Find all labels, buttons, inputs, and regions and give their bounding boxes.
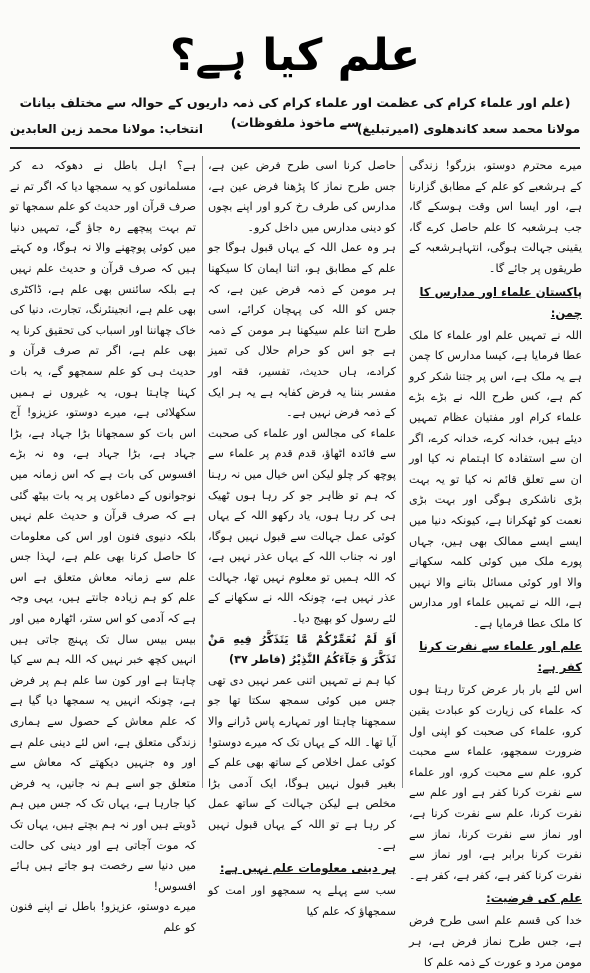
header-divider [10, 147, 580, 149]
section-heading: علم کی فرضیت: [486, 891, 582, 906]
section-heading: ہر دینی معلومات علم نہیں ہے: [219, 861, 396, 876]
paragraph: اس لئے بار بار عرض کرتا رہتا ہوں کہ علماء کی زیارت کو عبادت یقین کرو، علماء کی صحبت کو اپنی اول ضرورت سمجھو، علماء سے محبت کرو، علم سے محبت کرو، اور علماء سے نفرت کرنا کفر ہے اور علم سے نفرت کرنا، علم سے نفرت کرنا ہے، اور نماز سے نفرت کرنا، نماز سے نفرت کرنا برابر ہے، اور نماز سے نفرت کرنا کفر ہے، کفر ہے، کفر ہے۔ [409, 683, 582, 882]
column-middle [208, 156, 396, 918]
column-divider [202, 156, 203, 788]
column-left [10, 156, 196, 934]
column-divider [402, 156, 403, 788]
paragraph: کیا ہم نے تمہیں اتنی عمر نہیں دی تھی جس میں کوئی سمجھ سکتا تھا جو سمجھنا چاہتا اور تمہارے پاس ڈرانے والا آیا تھا۔ اللہ کے یہاں تک کہ میرے دوستو! کوئی عمل اخلاص کے ساتھ بھی علم کے بغیر قبول نہیں ہوگا، ایک آدمی بڑا مخلص ہے لیکن جہالت کے ساتھ عمل کر رہا ہے تو اللہ کے یہاں قبول نہیں ہے۔ [208, 673, 396, 852]
column-right [409, 156, 582, 969]
paragraph: علماء کی مجالس اور علماء کی صحبت سے فائدہ اٹھاؤ، قدم قدم پر علماء سے پوچھ کر چلو لیکن اس خیال میں نہ رہنا کہ ہم تو ظاہر جو کر رہا ہوں ٹھیک ہی کر رہا ہوں، یاد رکھو اللہ کے یہاں کوئی عمل جہالت سے قبول نہیں ہوگا، اور نہ جناب اللہ کے یہاں عذر نہیں ہے، کہ اللہ ہمیں تو معلوم نہیں تھا، جہالت عذر نہیں ہے، چونکہ اللہ نے سکھانے کے لئے رسول کو بھیج دیا۔ [208, 426, 396, 626]
paragraph: اللہ نے تمہیں علم اور علماء کا ملک عطا فرمایا ہے، کیسا مدارس کا چمن ہے یہ ملک ہے، اس پر جتنا شکر کرو کم ہے، کس طرح اللہ نے بڑے بڑے علماء کرام اور مفتیان عظام تمہیں دیئے ہیں، خدانہ کرے، خدانہ کرے، اگر ان سے استفادہ کا اہتمام نہ کیا اور ان سے تعلق قائم نہ کیا تو یہ بہت بڑی ناشکری ہوگی اور بہت بڑی نعمت کو ٹھکرانا ہے، کیونکہ دنیا میں ایسے ایسے ممالک بھی ہیں، جہاں پورے ملک میں کوئی کلمہ سکھانے والا اور کوئی مسائل بتانے والا نہیں ہے، اللہ نے تمہیں علماء اور مدارس کا ملک عطا فرمایا ہے۔ [409, 328, 582, 630]
paragraph: میرے محترم دوستو، بزرگو! زندگی کے ہرشعبے کو علم کے مطابق گزارنا ہے، اور ایسا اس وقت ہوسکے گا، جب ہرشعبہ کا علم حاصل کرے گا، یقینی جہالت ہوگی، انتہاہرشعبہ کے طریقوں پر جائے گا۔ [409, 159, 582, 275]
author-name: مولانا محمد سعد کاندھلوی (امیرتبلیغ) [356, 122, 580, 136]
quran-verse: اَوَ لَمْ نُعَمِّرْكُمْ مَّا يَتَذَكَّرُ فِيهِ مَنْ تَذَكَّرَ وَ جَآءَكُمُ النَّذِيْرُ (فاطر ۳۷) [208, 632, 396, 667]
paragraph: حاصل کرنا اسی طرح فرض عین ہے، جس طرح نماز کا پڑھنا فرض عین ہے، مدارس کی طرف رخ کرو اور اپنے بچوں کو دینی مدارس میں داخل کرو۔ [208, 159, 396, 234]
byline [10, 122, 580, 144]
paragraph: ہر وہ عمل اللہ کے یہاں قبول ہوگا جو علم کے مطابق ہو، اتنا ایمان کا سیکھنا ہر مومن کے ذمہ فرض عین ہے، کہ جس کو اللہ کی پہچان کرائے، اسی طرح اتنا علم سیکھنا ہر مومن کے ذمہ ہے جو اس کو حرام حلال کی تمیز کرادے، ہاں حدیث، تفسیر، فقہ اور مفسر بننا یہ فرض کفایہ ہے یہ ہر ایک کے ذمہ فرض نہیں ہے۔ [208, 241, 396, 420]
article-title: علم کیا ہے؟ [169, 30, 421, 81]
article-subtitle: (علم اور علماء کرام کی عظمت اور علماء کرام کی ذمہ داریوں کے حوالہ سے مختلف بیانات سے ماخوذ ملفوظات) [19, 95, 571, 130]
paragraph: میرے دوستو، عزیزو! باطل نے اپنے فنون کو علم [10, 900, 196, 934]
paragraph: ہے؟ اہل باطل نے دھوکہ دے کر مسلمانوں کو یہ سمجھا دیا کہ اگر تم نے صرف قرآن اور حدیث کو علم سمجھا تو تم بہت پیچھے رہ جاؤ گے، تمہیں دنیا میں کوئی پوچھنے والا نہ ہوگا، وہ کہتے ہیں کہ صرف قرآن و حدیث علم نہیں ہے بلکہ سائنس بھی علم ہے، ڈاکٹری بھی علم ہے، انجینئرنگ، تجارت، دنیا کی خاک چھاننا اور اسباب کی تحقیق کرنا یہ بھی علم ہے، اگر تم صرف قرآن و حدیث ہی کو علم سمجھو گے، یہ بات کہنا چاہتا ہوں، یہ غیروں نے ہمیں سکھلائی ہے، میرے دوستو، عزیزو! آج اس بات کو سمجھانا بڑا جہاد ہے، بڑا جہاد ہے، بڑا جہاد ہے، وہ نہ بڑے افسوس کی بات ہے کہ اس زمانہ میں نوجوانوں کے دماغوں پر یہ بات بیٹھ گئی ہے کہ صرف قرآن و حدیث علم نہیں بلکہ دنیوی فنون اور اس کی معلومات کا حاصل کرنا بھی علم ہے، لہذا جس علم سے زمانہ معاش متعلق ہے اس علم کو ہم زیادہ جانتے ہیں، یہی وجہ ہے کہ آدمی کو اس ستر، اٹھارہ میں اور بیس بیس سال تک پہنچ جاتی ہیں انہیں کچھ خبر نہیں کہ اللہ ہم سے کیا چاہتا ہے اور کون سا علم ہم پر فرض ہے، چونکہ انہیں یہ سمجھا دیا گیا ہے کہ علم معاش کے حصول سے ہماری زندگی متعلق ہے، اس لئے دینی علم ہے اور وہ جنہیں دیکھتے کہ معاش سے متعلق جو اسے ہم نہ جانیں، یہ فرض کیا جارہا ہے، یہاں تک کہ جس میں ہم ڈوبتے ہیں اور نہ ہم بچتے ہیں، یہاں تک کہ موت آجاتی ہے اور دینی کی حالت میں دنیا سے رخصت ہو جاتے ہیں ہائے افسوس! [10, 159, 196, 893]
section-heading: علم اور علماء سے نفرت کرنا کفر ہے: [419, 639, 582, 675]
section-heading: پاکستان علماء اور مدارس کا چمن: [419, 284, 582, 320]
compiler-name: انتخاب: مولانا محمد زین العابدین [10, 122, 204, 136]
paragraph: خدا کی قسم علم اسی طرح فرض ہے، جس طرح نماز فرض ہے، ہر مومن مرد و عورت کے ذمہ علم کا [409, 914, 582, 969]
paragraph: سب سے پہلے یہ سمجھو اور امت کو سمجھاؤ کہ علم کیا [208, 884, 396, 918]
